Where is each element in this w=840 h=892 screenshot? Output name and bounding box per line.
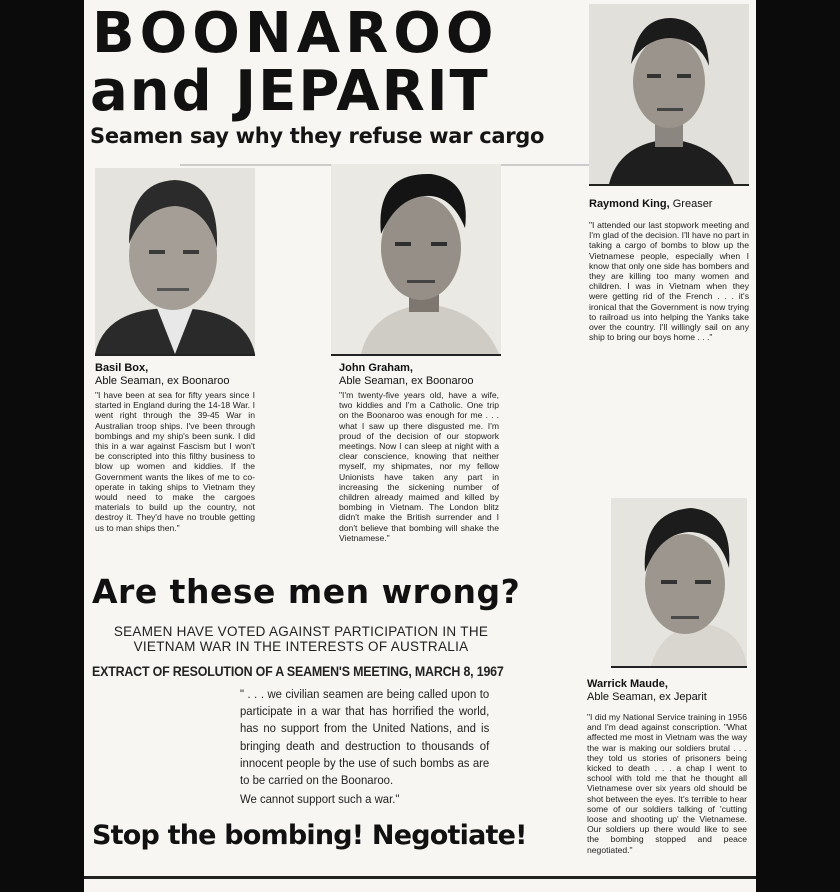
question-heading: Are these men wrong? <box>92 572 521 611</box>
photo-warrick-maude <box>611 498 747 668</box>
caption-warrick-maude <box>587 678 757 704</box>
headline-subtitle: Seamen say why they refuse war cargo <box>90 124 545 148</box>
voted-statement: SEAMEN HAVE VOTED AGAINST PARTICIPATION IN THE VIETNAM WAR IN THE INTERESTS OF AUSTRALIA <box>113 624 489 654</box>
seaman-name: Warrick Maude, <box>587 678 668 690</box>
portrait-icon <box>331 164 501 354</box>
headline-boonaroo: BOONAROO <box>92 1 499 66</box>
leaflet-page <box>84 0 756 892</box>
caption-john-graham <box>339 362 519 388</box>
quote-raymond-king: "I attended our last stopwork meeting and I'm glad of the decision. I'll have no part in taking a cargo of bombs to blow up the Vietnamese people, especially when I know that only one side has bombers and they are killing too many women and children. I was in Vietnam when they were getting rid of the French . . . it's ironical that the Government is now trying to railroad us into helping the Yanks take over the country. I'll willingly sail on any ship to bring our boys home . . ." <box>589 220 749 343</box>
photo-raymond-king <box>589 4 749 186</box>
seaman-name: John Graham, <box>339 362 413 374</box>
portrait-icon <box>589 4 749 184</box>
seaman-role: Able Seaman, ex Boonaroo <box>339 375 474 387</box>
seaman-name: Raymond King, <box>589 198 670 210</box>
portrait-icon <box>611 498 747 666</box>
resolution-text: " . . . we civilian seamen are being called upon to participate in a war that has horrified the world, has no support from the United Nations, and is bringing death and destruction to thousands of innocent people by the use of such bombs as are to be carried on the Boonaroo. <box>240 687 490 788</box>
caption-raymond-king <box>589 198 753 211</box>
seaman-name: Basil Box, <box>95 362 149 374</box>
photo-basil-box <box>95 168 255 356</box>
photo-john-graham <box>331 164 501 356</box>
seaman-role: Able Seaman, ex Boonaroo <box>95 375 230 387</box>
quote-warrick-maude: "I did my National Service training in 1956 and I'm dead against conscription. "What affected me most in Vietnam was the way the war is making our soldiers brutal . . . they told us stories of prisoners being kicked to death . . . a chap I went to school with told me that he thought all Vietnamese over six years old should be shot between the eyes. It's terrible to hear some of our soldiers talking of 'cutting loose and shooting up' the Vietnamese. Our soldiers up there would like to see the bombing stopped and peace negotiated." <box>587 712 747 855</box>
bottom-rule <box>84 876 756 879</box>
seaman-role: Able Seaman, ex Jeparit <box>587 691 707 703</box>
quote-john-graham: "I'm twenty-five years old, have a wife, two kiddies and I'm a Catholic. One trip on the Boonaroo was enough for me . . . what I saw up there disgusted me. I'm proud of the decision of our stopwork meetings. Now I can sleep at night with a clear conscience, knowing that neither myself, my shipmates, nor my fellow Unionists have taken any part in increasing the sickening number of children already maimed and killed by bombing in Vietnam. The London blitz didn't make the British surrender and I don't believe that bombing will shake the Vietnamese." <box>339 390 499 543</box>
headline-jeparit: and JEPARIT <box>90 59 490 124</box>
resolution-closing: We cannot support such a war." <box>240 792 400 806</box>
quote-basil-box: "I have been at sea for fifty years since I started in England during the 14-18 War. I went right through the 39-45 War in Australian troop ships. I've been through bombings and my ship's been sunk. I did this in a war against Fascism but I won't be conscripted into this filthy business to blow up women and kiddies. If the Government wants the likes of me to co-operate in taking ships to Vietnam they would need to make the cargoes materials to build up the country, not destroy it. They'd have no trouble getting us to man ships then." <box>95 390 255 533</box>
seaman-role: Greaser <box>672 198 713 210</box>
extract-title: EXTRACT OF RESOLUTION OF A SEAMEN'S MEETING, MARCH 8, 1967 <box>92 664 504 679</box>
caption-basil-box <box>95 362 275 388</box>
portrait-icon <box>95 168 255 354</box>
slogan: Stop the bombing! Negotiate! <box>92 820 527 851</box>
